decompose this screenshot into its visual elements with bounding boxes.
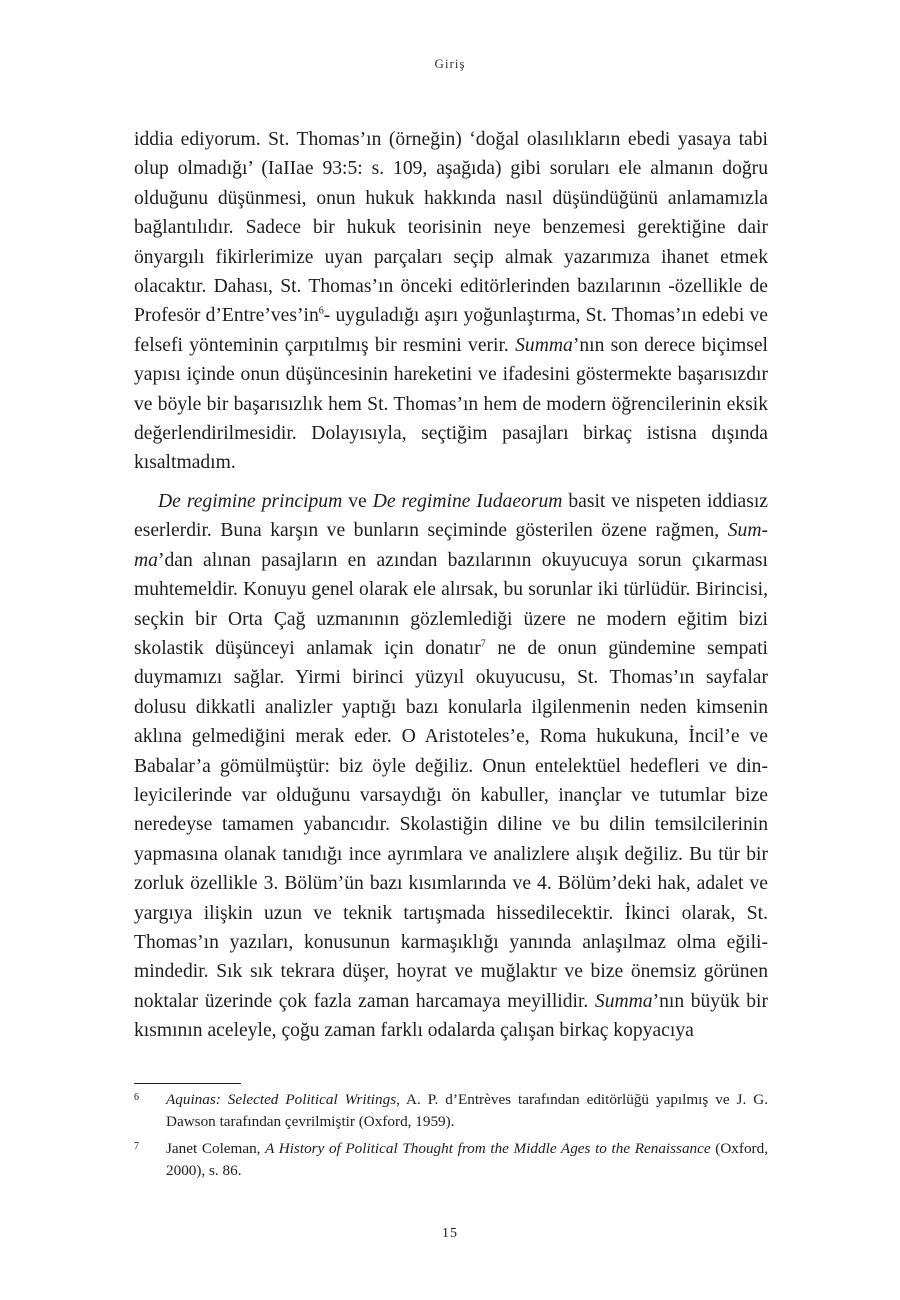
text-run: ’dan alınan pasajların en azından bazılarının okuyucuya sorun çıkarması muhtemeldir. Konuyu genel olarak ele alırsak, bu sorunlar iki türlüdür. Birincisi, seçkin bir Orta Çağ uzmanının gözlemlediği üzere ne modern eğitim bizi skolastik düşünceyi anlamak için donatır [134, 549, 768, 659]
footnote-number: 7 [134, 1141, 139, 1152]
footnote-reference[interactable]: 6 [318, 305, 324, 317]
footnote-author: Janet Coleman, [166, 1140, 266, 1157]
italic-title: Aquinas: Selected Political Writings [166, 1091, 397, 1108]
text-run: basit ve nispeten iddiasız eserlerdir. Buna karşın ve bunların seçiminde gösterilen özene rağmen, [134, 490, 768, 542]
footnote-text: , A. P. d’Entrèves tarafından editörlüğü yapılmış ve J. G. Dawson tarafından çevrilmiştir (Oxford, 1959). [166, 1091, 769, 1130]
main-text [134, 125, 768, 1046]
italic-title: De regimine Iudaeorum [372, 490, 563, 512]
footnote-number: 6 [134, 1092, 139, 1103]
paragraph [134, 487, 768, 1046]
text-run: ’nın büyük bir kısmının aceleyle, çoğu zaman farklı odalarda çalışan birkaç kopyacıya [134, 990, 768, 1042]
text-run: ve [342, 490, 373, 512]
italic-title: Summa [134, 520, 768, 571]
italic-title: Summa [594, 990, 653, 1012]
paragraph [134, 125, 768, 478]
italic-title: De regimine principum [158, 490, 343, 512]
italic-title: Summa [515, 334, 573, 356]
text-run: ’nın son derece biçimsel yapısı içinde onun düşüncesinin hareketini ve ifadesini göstermekte başarısızdır ve böyle bir başarısızlık hem St. Thomas’ın hem de modern öğrencilerinin eksik değerlendirilmesidir. Dolayısıyla, seçtiğim pasajları birkaç istisna dışında kısaltmadım. [134, 334, 768, 474]
footnote [134, 1089, 768, 1133]
footnote-text: (Oxford, 2000), s. 86. [166, 1140, 768, 1179]
page-number: 15 [442, 1226, 458, 1241]
italic-title: A History of Political Thought from the Middle Ages to the Renaissance [265, 1140, 711, 1157]
running-head: Giriş [434, 56, 466, 71]
footnote [134, 1138, 768, 1182]
text-run: ne de onun gündemine sempati duymamızı sağlar. Yirmi birinci yüzyıl okuyucusu, St. Thomas’ın sayfalar dolusu dikkatli analizler yaptığı bazı konularla ilgilenmenin neden kimsenin aklına gelmediğini merak eder. O Aristoteles’e, Roma hukukuna, İncil’e ve Babalar’a gömülmüştür: biz öyle değiliz. Onun entelektüel hedefleri ve dinleyicilerinde var olduğunu varsaydığı ön kabuller, inançlar ve tutumlar bize neredeyse tamamen yabancıdır. Skolastiğin diline ve bu dilin temsilcilerinin yapmasına olanak tanıdığı ince ayrımlara ve analizlere alışık değiliz. Bu tür bir zorluk özellikle 3. Bölüm’ün bazı kısımlarında ve 4. Bölüm’deki hak, adalet ve yargıya ilişkin uzun ve teknik tartışmada hissedilecektir. İkinci olarak, St. Thomas’ın yazıları, konusunun karmaşıklığı yanında anlaşılmaz olma eğilimindedir. Sık sık tekrara düşer, hoyrat ve muğlaktır ve bize önemsiz görünen noktalar üzerinde çok fazla zaman harcamaya meyillidir. [134, 637, 768, 1012]
footnote-reference[interactable]: 7 [480, 638, 486, 650]
footnotes [134, 1089, 768, 1187]
footnote-divider [134, 1083, 241, 1084]
text-run: iddia ediyorum. St. Thomas’ın (örneğin) ‘doğal olasılıkların ebedi yasaya tabi olup olmadığı’ (IaIIae 93:5: s. 109, aşağıda) gibi soruları ele almanın doğru olduğunu düşünmesi, onun hukuk hakkında nasıl düşündüğünü anlamamızla bağlantılıdır. Sadece bir hukuk teorisinin neye benzemesi gerektiğine dair önyargılı fikirlerimize uyan parçaları seçip almak yazarımıza ihanet etmek olacaktır. Dahası, St. Thomas’ın önceki editörlerinden bazılarının -özellikle de Profesör d’Entre’ves’in [134, 129, 768, 327]
text-run: - uyguladığı aşırı yoğunlaştırma, St. Thomas’ın edebi ve felsefi yönteminin çarpıtılmış bir resmini verir. [134, 305, 768, 356]
